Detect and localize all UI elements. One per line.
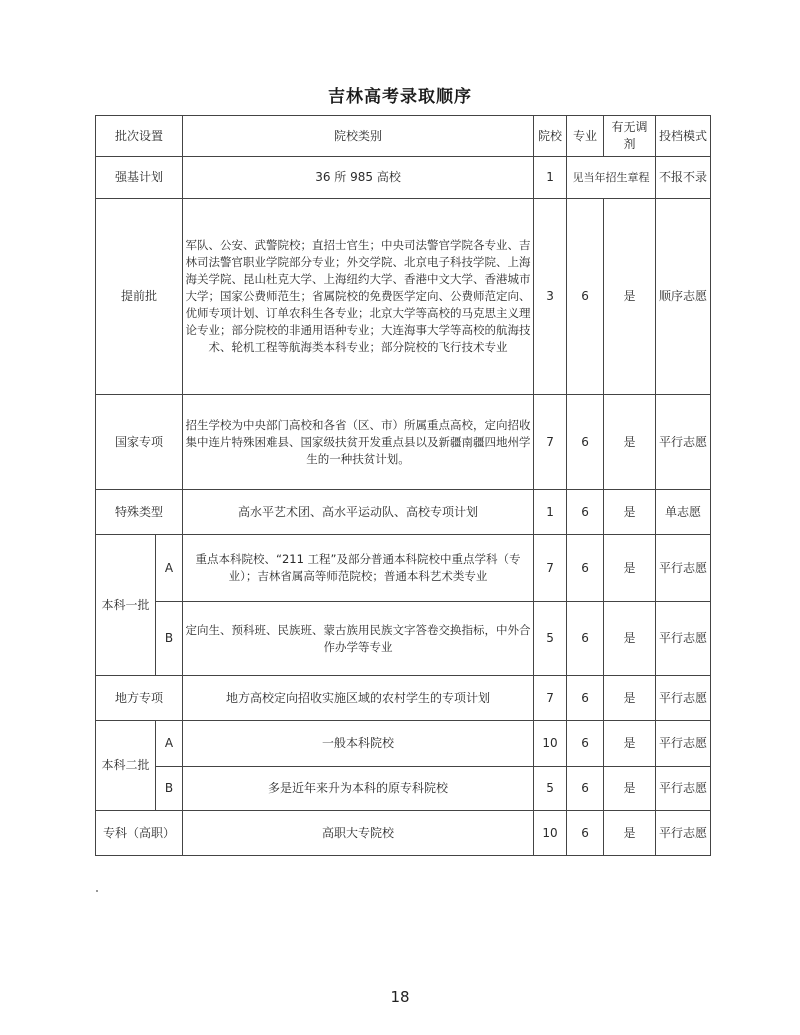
- adjust-cell: 是: [604, 602, 656, 676]
- category-cell: 高水平艺术团、高水平运动队、高校专项计划: [183, 490, 534, 535]
- header-category: 院校类别: [183, 116, 534, 157]
- header-adjust: 有无调剂: [604, 116, 656, 157]
- sub-batch-cell: A: [156, 535, 183, 602]
- category-cell: 高职大专院校: [183, 811, 534, 856]
- majors-cell: 6: [567, 199, 604, 395]
- schools-cell: 5: [534, 767, 567, 811]
- mode-cell: 不报不录: [656, 157, 711, 199]
- adjust-cell: 是: [604, 535, 656, 602]
- table-row-benke1-a: [96, 535, 711, 602]
- majors-cell: 6: [567, 811, 604, 856]
- batch-cell: 专科（高职）: [96, 811, 183, 856]
- schools-cell: 1: [534, 490, 567, 535]
- table-row-zhuanke: [96, 811, 711, 856]
- majors-cell: 6: [567, 535, 604, 602]
- schools-cell: 10: [534, 721, 567, 767]
- majors-cell: 6: [567, 395, 604, 490]
- schools-cell: 7: [534, 676, 567, 721]
- batch-cell: 地方专项: [96, 676, 183, 721]
- batch-cell: 国家专项: [96, 395, 183, 490]
- table-header-row: [96, 116, 711, 157]
- batch-cell: 本科二批: [96, 721, 156, 811]
- mode-cell: 单志愿: [656, 490, 711, 535]
- scan-speck: [96, 890, 98, 892]
- sub-batch-cell: B: [156, 767, 183, 811]
- table-row-tiqian: [96, 199, 711, 395]
- sub-batch-cell: A: [156, 721, 183, 767]
- table-row-qiangji: [96, 157, 711, 199]
- category-cell: 一般本科院校: [183, 721, 534, 767]
- mode-cell: 平行志愿: [656, 767, 711, 811]
- adjust-cell: 是: [604, 767, 656, 811]
- schools-cell: 1: [534, 157, 567, 199]
- adjust-cell: 是: [604, 721, 656, 767]
- majors-adjust-cell: 见当年招生章程: [567, 157, 656, 199]
- sub-batch-cell: B: [156, 602, 183, 676]
- category-cell: 重点本科院校、“211 工程”及部分普通本科院校中重点学科（专业）；吉林省属高等师范院校；普通本科艺术类专业: [183, 535, 534, 602]
- mode-cell: 顺序志愿: [656, 199, 711, 395]
- table-row-difang: [96, 676, 711, 721]
- schools-cell: 7: [534, 395, 567, 490]
- batch-cell: 本科一批: [96, 535, 156, 676]
- schools-cell: 3: [534, 199, 567, 395]
- batch-cell: 提前批: [96, 199, 183, 395]
- admission-order-table: [95, 115, 711, 856]
- mode-cell: 平行志愿: [656, 395, 711, 490]
- category-cell: 多是近年来升为本科的原专科院校: [183, 767, 534, 811]
- category-cell: 军队、公安、武警院校；直招士官生；中央司法警官学院各专业、吉林司法警官职业学院部分专业；外交学院、北京电子科技学院、上海海关学院、昆山杜克大学、上海纽约大学、香港中文大学、香港城市大学；国家公费师范生；省属院校的免费医学定向、公费师范定向、优师专项计划、订单农科生各专业；北京大学等高校的马克思主义理论专业；部分院校的非通用语种专业；大连海事大学等高校的航海技术、轮机工程等航海类本科专业；部分院校的飞行技术专业: [183, 199, 534, 395]
- category-cell: 36 所 985 高校: [183, 157, 534, 199]
- page-number: 18: [390, 988, 410, 1006]
- adjust-cell: 是: [604, 811, 656, 856]
- batch-cell: 强基计划: [96, 157, 183, 199]
- header-majors: 专业: [567, 116, 604, 157]
- majors-cell: 6: [567, 676, 604, 721]
- adjust-cell: 是: [604, 490, 656, 535]
- header-schools: 院校: [534, 116, 567, 157]
- header-mode: 投档模式: [656, 116, 711, 157]
- table-row-guojia: [96, 395, 711, 490]
- mode-cell: 平行志愿: [656, 602, 711, 676]
- majors-cell: 6: [567, 721, 604, 767]
- schools-cell: 7: [534, 535, 567, 602]
- page-title: 吉林高考录取顺序: [328, 87, 472, 107]
- mode-cell: 平行志愿: [656, 535, 711, 602]
- majors-cell: 6: [567, 602, 604, 676]
- majors-cell: 6: [567, 490, 604, 535]
- schools-cell: 5: [534, 602, 567, 676]
- mode-cell: 平行志愿: [656, 721, 711, 767]
- schools-cell: 10: [534, 811, 567, 856]
- category-cell: 地方高校定向招收实施区域的农村学生的专项计划: [183, 676, 534, 721]
- category-cell: 定向生、预科班、民族班、蒙古族用民族文字答卷交换指标，中外合作办学等专业: [183, 602, 534, 676]
- table-row-benke2-a: [96, 721, 711, 767]
- table-row-benke1-b: [96, 602, 711, 676]
- table-row-benke2-b: [96, 767, 711, 811]
- adjust-cell: 是: [604, 199, 656, 395]
- batch-cell: 特殊类型: [96, 490, 183, 535]
- majors-cell: 6: [567, 767, 604, 811]
- mode-cell: 平行志愿: [656, 811, 711, 856]
- adjust-cell: 是: [604, 395, 656, 490]
- table-row-teshu: [96, 490, 711, 535]
- adjust-cell: 是: [604, 676, 656, 721]
- category-cell: 招生学校为中央部门高校和各省（区、市）所属重点高校，定向招收集中连片特殊困难县、国家级扶贫开发重点县以及新疆南疆四地州学生的一种扶贫计划。: [183, 395, 534, 490]
- header-batch: 批次设置: [96, 116, 183, 157]
- mode-cell: 平行志愿: [656, 676, 711, 721]
